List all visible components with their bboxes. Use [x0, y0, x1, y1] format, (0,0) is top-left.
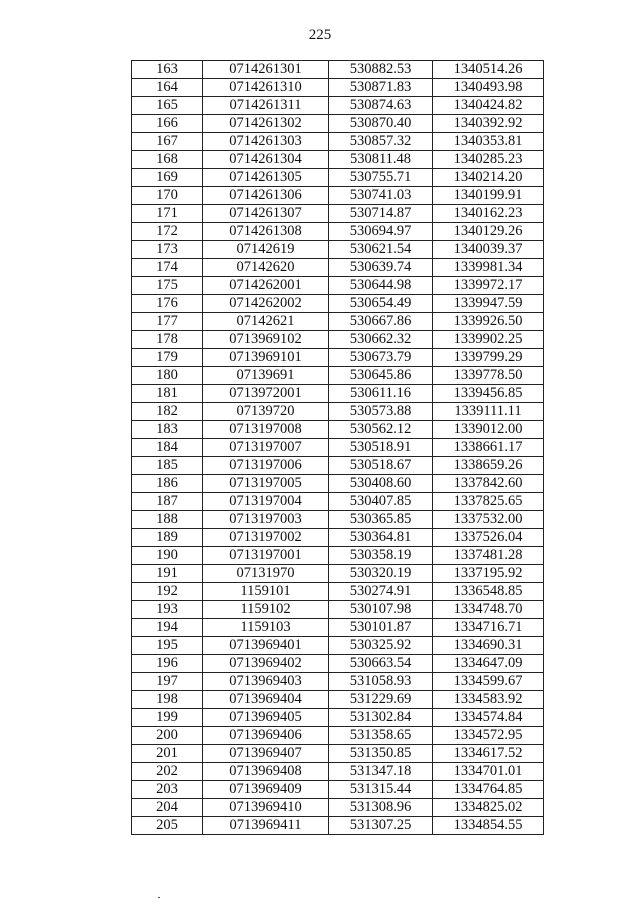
x-coordinate-cell: 530644.98	[329, 277, 433, 295]
y-coordinate-cell: 1339902.25	[433, 331, 544, 349]
point-id-cell: 0714262001	[203, 277, 329, 295]
x-coordinate-cell: 530755.71	[329, 169, 433, 187]
page-number: 225	[308, 27, 332, 43]
y-coordinate-cell: 1340285.23	[433, 151, 544, 169]
x-coordinate-cell: 530325.92	[329, 637, 433, 655]
y-coordinate-cell: 1334617.52	[433, 745, 544, 763]
point-id-cell: 0713969405	[203, 709, 329, 727]
table-row	[132, 583, 544, 601]
table-row	[132, 187, 544, 205]
y-coordinate-cell: 1340129.26	[433, 223, 544, 241]
table-row	[132, 295, 544, 313]
point-number-cell: 187	[132, 493, 203, 511]
y-coordinate-cell: 1340353.81	[433, 133, 544, 151]
table-row	[132, 61, 544, 79]
point-id-cell: 0713197004	[203, 493, 329, 511]
y-coordinate-cell: 1334647.09	[433, 655, 544, 673]
table-row	[132, 367, 544, 385]
y-coordinate-cell: 1340039.37	[433, 241, 544, 259]
point-id-cell: 1159103	[203, 619, 329, 637]
table-row	[132, 817, 544, 835]
point-number-cell: 203	[132, 781, 203, 799]
point-number-cell: 179	[132, 349, 203, 367]
point-id-cell: 1159102	[203, 601, 329, 619]
stray-mark	[158, 897, 160, 898]
table-row	[132, 169, 544, 187]
point-number-cell: 178	[132, 331, 203, 349]
y-coordinate-cell: 1337532.00	[433, 511, 544, 529]
point-id-cell: 0713969101	[203, 349, 329, 367]
table-row	[132, 673, 544, 691]
point-number-cell: 204	[132, 799, 203, 817]
x-coordinate-cell: 530562.12	[329, 421, 433, 439]
table-row	[132, 385, 544, 403]
point-number-cell: 205	[132, 817, 203, 835]
x-coordinate-cell: 530358.19	[329, 547, 433, 565]
point-number-cell: 185	[132, 457, 203, 475]
point-id-cell: 0713197005	[203, 475, 329, 493]
y-coordinate-cell: 1339926.50	[433, 313, 544, 331]
table-row	[132, 763, 544, 781]
y-coordinate-cell: 1338661.17	[433, 439, 544, 457]
table-row	[132, 745, 544, 763]
y-coordinate-cell: 1340392.92	[433, 115, 544, 133]
x-coordinate-cell: 530870.40	[329, 115, 433, 133]
point-number-cell: 173	[132, 241, 203, 259]
y-coordinate-cell: 1339947.59	[433, 295, 544, 313]
point-id-cell: 0713969402	[203, 655, 329, 673]
x-coordinate-cell: 530621.54	[329, 241, 433, 259]
y-coordinate-cell: 1336548.85	[433, 583, 544, 601]
table-row	[132, 511, 544, 529]
x-coordinate-cell: 530811.48	[329, 151, 433, 169]
point-id-cell: 0714261310	[203, 79, 329, 97]
point-id-cell: 0714261307	[203, 205, 329, 223]
table-row	[132, 781, 544, 799]
point-id-cell: 0713969407	[203, 745, 329, 763]
point-number-cell: 200	[132, 727, 203, 745]
point-number-cell: 171	[132, 205, 203, 223]
point-number-cell: 168	[132, 151, 203, 169]
point-id-cell: 0713969406	[203, 727, 329, 745]
table-row	[132, 97, 544, 115]
x-coordinate-cell: 530408.60	[329, 475, 433, 493]
table-row	[132, 457, 544, 475]
point-number-cell: 181	[132, 385, 203, 403]
y-coordinate-cell: 1334583.92	[433, 691, 544, 709]
table-row	[132, 223, 544, 241]
point-id-cell: 0713197008	[203, 421, 329, 439]
point-number-cell: 175	[132, 277, 203, 295]
point-id-cell: 0713197003	[203, 511, 329, 529]
point-id-cell: 0714261306	[203, 187, 329, 205]
table-row	[132, 493, 544, 511]
y-coordinate-cell: 1337195.92	[433, 565, 544, 583]
y-coordinate-cell: 1337481.28	[433, 547, 544, 565]
x-coordinate-cell: 530639.74	[329, 259, 433, 277]
point-id-cell: 07139691	[203, 367, 329, 385]
y-coordinate-cell: 1340514.26	[433, 61, 544, 79]
x-coordinate-cell: 531058.93	[329, 673, 433, 691]
x-coordinate-cell: 530714.87	[329, 205, 433, 223]
x-coordinate-cell: 530611.16	[329, 385, 433, 403]
table-row	[132, 331, 544, 349]
x-coordinate-cell: 530673.79	[329, 349, 433, 367]
point-number-cell: 167	[132, 133, 203, 151]
point-number-cell: 190	[132, 547, 203, 565]
x-coordinate-cell: 530107.98	[329, 601, 433, 619]
table-row	[132, 115, 544, 133]
y-coordinate-cell: 1339799.29	[433, 349, 544, 367]
point-id-cell: 0714261304	[203, 151, 329, 169]
x-coordinate-cell: 530741.03	[329, 187, 433, 205]
point-number-cell: 186	[132, 475, 203, 493]
point-id-cell: 0713969409	[203, 781, 329, 799]
point-id-cell: 0714262002	[203, 295, 329, 313]
point-number-cell: 165	[132, 97, 203, 115]
table-row	[132, 277, 544, 295]
table-row	[132, 205, 544, 223]
point-id-cell: 0714261302	[203, 115, 329, 133]
point-number-cell: 176	[132, 295, 203, 313]
table-row	[132, 151, 544, 169]
point-id-cell: 07142619	[203, 241, 329, 259]
y-coordinate-cell: 1340199.91	[433, 187, 544, 205]
point-number-cell: 194	[132, 619, 203, 637]
x-coordinate-cell: 530274.91	[329, 583, 433, 601]
table-row	[132, 529, 544, 547]
x-coordinate-cell: 531229.69	[329, 691, 433, 709]
y-coordinate-cell: 1339012.00	[433, 421, 544, 439]
point-id-cell: 0713197006	[203, 457, 329, 475]
x-coordinate-cell: 530667.86	[329, 313, 433, 331]
y-coordinate-cell: 1337825.65	[433, 493, 544, 511]
table-row	[132, 637, 544, 655]
x-coordinate-cell: 530320.19	[329, 565, 433, 583]
point-id-cell: 0713969411	[203, 817, 329, 835]
x-coordinate-cell: 530694.97	[329, 223, 433, 241]
point-id-cell: 0713969408	[203, 763, 329, 781]
point-number-cell: 196	[132, 655, 203, 673]
y-coordinate-cell: 1337842.60	[433, 475, 544, 493]
x-coordinate-cell: 530518.67	[329, 457, 433, 475]
y-coordinate-cell: 1339981.34	[433, 259, 544, 277]
point-number-cell: 201	[132, 745, 203, 763]
point-id-cell: 0714261311	[203, 97, 329, 115]
point-id-cell: 0714261303	[203, 133, 329, 151]
x-coordinate-cell: 530874.63	[329, 97, 433, 115]
y-coordinate-cell: 1334764.85	[433, 781, 544, 799]
point-id-cell: 0713969401	[203, 637, 329, 655]
x-coordinate-cell: 531358.65	[329, 727, 433, 745]
table-row	[132, 799, 544, 817]
x-coordinate-cell: 530654.49	[329, 295, 433, 313]
x-coordinate-cell: 531350.85	[329, 745, 433, 763]
x-coordinate-cell: 530365.85	[329, 511, 433, 529]
point-number-cell: 188	[132, 511, 203, 529]
point-id-cell: 0713197007	[203, 439, 329, 457]
y-coordinate-cell: 1334574.84	[433, 709, 544, 727]
point-id-cell: 07131970	[203, 565, 329, 583]
point-id-cell: 07142621	[203, 313, 329, 331]
point-number-cell: 192	[132, 583, 203, 601]
table-row	[132, 619, 544, 637]
y-coordinate-cell: 1334599.67	[433, 673, 544, 691]
table-row	[132, 313, 544, 331]
x-coordinate-cell: 530407.85	[329, 493, 433, 511]
y-coordinate-cell: 1334701.01	[433, 763, 544, 781]
point-id-cell: 0713972001	[203, 385, 329, 403]
table-row	[132, 259, 544, 277]
y-coordinate-cell: 1339456.85	[433, 385, 544, 403]
x-coordinate-cell: 530364.81	[329, 529, 433, 547]
y-coordinate-cell: 1340424.82	[433, 97, 544, 115]
table-row	[132, 241, 544, 259]
y-coordinate-cell: 1339111.11	[433, 403, 544, 421]
y-coordinate-cell: 1334716.71	[433, 619, 544, 637]
point-id-cell: 0714261308	[203, 223, 329, 241]
point-number-cell: 164	[132, 79, 203, 97]
x-coordinate-cell: 530101.87	[329, 619, 433, 637]
table-row	[132, 133, 544, 151]
x-coordinate-cell: 531307.25	[329, 817, 433, 835]
point-id-cell: 0713197001	[203, 547, 329, 565]
table-row	[132, 475, 544, 493]
point-id-cell: 0713197002	[203, 529, 329, 547]
point-number-cell: 174	[132, 259, 203, 277]
point-id-cell: 07142620	[203, 259, 329, 277]
table-row	[132, 565, 544, 583]
point-id-cell: 0713969404	[203, 691, 329, 709]
y-coordinate-cell: 1334748.70	[433, 601, 544, 619]
x-coordinate-cell: 530518.91	[329, 439, 433, 457]
y-coordinate-cell: 1339778.50	[433, 367, 544, 385]
x-coordinate-cell: 530662.32	[329, 331, 433, 349]
x-coordinate-cell: 531308.96	[329, 799, 433, 817]
point-id-cell: 0713969403	[203, 673, 329, 691]
point-number-cell: 195	[132, 637, 203, 655]
point-number-cell: 170	[132, 187, 203, 205]
point-id-cell: 0714261305	[203, 169, 329, 187]
point-number-cell: 193	[132, 601, 203, 619]
y-coordinate-cell: 1334572.95	[433, 727, 544, 745]
table-row	[132, 547, 544, 565]
table-row	[132, 79, 544, 97]
point-number-cell: 189	[132, 529, 203, 547]
point-id-cell: 0714261301	[203, 61, 329, 79]
x-coordinate-cell: 531347.18	[329, 763, 433, 781]
point-number-cell: 199	[132, 709, 203, 727]
y-coordinate-cell: 1338659.26	[433, 457, 544, 475]
table-row	[132, 655, 544, 673]
x-coordinate-cell: 530871.83	[329, 79, 433, 97]
point-number-cell: 197	[132, 673, 203, 691]
point-id-cell: 1159101	[203, 583, 329, 601]
y-coordinate-cell: 1337526.04	[433, 529, 544, 547]
table-row	[132, 709, 544, 727]
table-row	[132, 727, 544, 745]
x-coordinate-cell: 531315.44	[329, 781, 433, 799]
y-coordinate-cell: 1340493.98	[433, 79, 544, 97]
point-number-cell: 183	[132, 421, 203, 439]
table-row	[132, 349, 544, 367]
y-coordinate-cell: 1334825.02	[433, 799, 544, 817]
point-number-cell: 182	[132, 403, 203, 421]
coordinates-table-body	[132, 61, 544, 835]
x-coordinate-cell: 530882.53	[329, 61, 433, 79]
table-row	[132, 421, 544, 439]
table-row	[132, 403, 544, 421]
point-id-cell: 0713969410	[203, 799, 329, 817]
x-coordinate-cell: 530573.88	[329, 403, 433, 421]
point-id-cell: 07139720	[203, 403, 329, 421]
y-coordinate-cell: 1334690.31	[433, 637, 544, 655]
x-coordinate-cell: 530857.32	[329, 133, 433, 151]
point-number-cell: 202	[132, 763, 203, 781]
y-coordinate-cell: 1340162.23	[433, 205, 544, 223]
point-number-cell: 198	[132, 691, 203, 709]
y-coordinate-cell: 1334854.55	[433, 817, 544, 835]
point-number-cell: 163	[132, 61, 203, 79]
point-number-cell: 169	[132, 169, 203, 187]
x-coordinate-cell: 530663.54	[329, 655, 433, 673]
y-coordinate-cell: 1340214.20	[433, 169, 544, 187]
point-number-cell: 177	[132, 313, 203, 331]
table-row	[132, 439, 544, 457]
x-coordinate-cell: 531302.84	[329, 709, 433, 727]
point-number-cell: 172	[132, 223, 203, 241]
x-coordinate-cell: 530645.86	[329, 367, 433, 385]
coordinates-table	[131, 60, 544, 835]
point-number-cell: 166	[132, 115, 203, 133]
point-number-cell: 191	[132, 565, 203, 583]
table-row	[132, 691, 544, 709]
table-row	[132, 601, 544, 619]
point-id-cell: 0713969102	[203, 331, 329, 349]
point-number-cell: 180	[132, 367, 203, 385]
point-number-cell: 184	[132, 439, 203, 457]
y-coordinate-cell: 1339972.17	[433, 277, 544, 295]
